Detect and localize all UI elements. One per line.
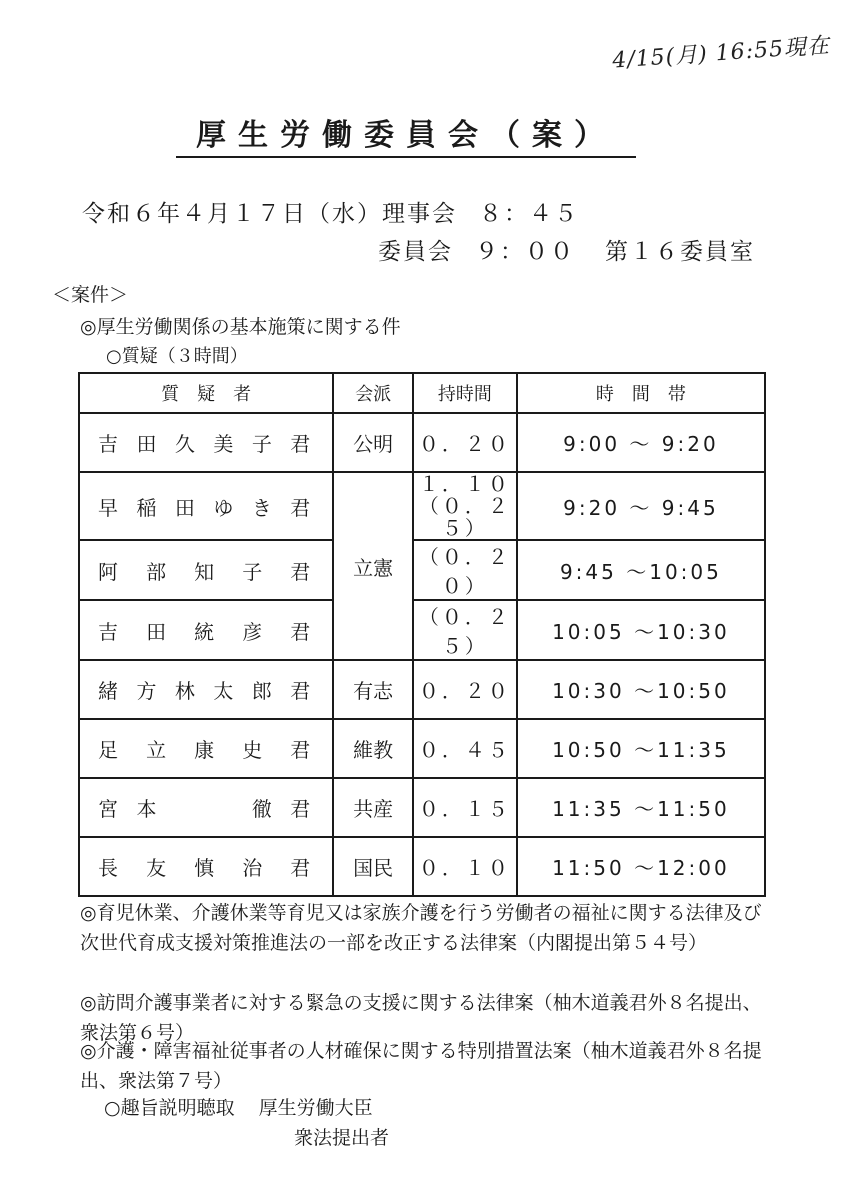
table-header-row [79, 373, 765, 413]
meeting-line-2 [378, 233, 755, 266]
header-questioner: 質 疑 者 [79, 373, 333, 413]
meeting-date: 令和６年４月１７日（水） [82, 201, 382, 227]
bill-item-childcare: ◎育児休業、介護休業等育児又は家族介護を行う労働者の福祉に関する法律及び次世代育成支援対策推進法の一部を改正する法律案（内閣提出第５４号） [80, 902, 762, 954]
questioner-name: 吉田統彦君 [79, 600, 333, 660]
time-band: 11:35 ～11:50 [517, 778, 765, 837]
table-row [79, 660, 765, 719]
cases-label: ＜案件＞ [52, 284, 129, 306]
committee-time: ９：００ [475, 239, 575, 265]
meeting-room: 第１６委員室 [605, 239, 755, 265]
duration-sub: （０．２５） [418, 494, 511, 540]
questioner-name: 早稲田ゆき君 [79, 472, 333, 540]
committee-label: 委員会 [378, 239, 453, 265]
duration: ０．２０ [413, 660, 517, 719]
duration: （０．２０） [413, 540, 517, 600]
presenter-minister: 厚生労働大臣 [258, 1097, 373, 1119]
header-party: 会派 [333, 373, 413, 413]
table-row [79, 719, 765, 778]
party: 有志 [333, 660, 413, 719]
header-duration: 持時間 [413, 373, 517, 413]
time-band: 9:00 ～ 9:20 [517, 413, 765, 472]
questioner-name: 阿部知子君 [79, 540, 333, 600]
presenter-bill-submitters: 衆法提出者 [294, 1127, 390, 1149]
table-row [79, 413, 765, 472]
duration: ０．１５ [413, 778, 517, 837]
duration [413, 472, 517, 540]
header-time-band: 時 間 帯 [517, 373, 765, 413]
explanation-line [104, 1093, 373, 1120]
explanation-label: ○趣旨説明聴取 [104, 1097, 235, 1119]
duration: ０．１０ [413, 837, 517, 896]
time-band: 10:05 ～10:30 [517, 600, 765, 660]
party: 立憲 [333, 472, 413, 660]
table-row [79, 600, 765, 660]
page-title: 厚生労働委員会（案） [176, 110, 636, 158]
table-row [79, 778, 765, 837]
topic-basic-policy: ◎厚生労働関係の基本施策に関する件 [80, 316, 401, 338]
qa-label: ○質疑（３時間） [106, 346, 248, 367]
bill-item-care-workers: ◎介護・障害福祉従事者の人材確保に関する特別措置法案（柚木道義君外８名提出、衆法第７号） [80, 1040, 762, 1092]
bill-item-home-care: ◎訪問介護事業者に対する緊急の支援に関する法律案（柚木道義君外８名提出、衆法第６号） [80, 992, 762, 1044]
party: 公明 [333, 413, 413, 472]
board-label: 理事会 [382, 201, 457, 227]
board-time: ８：４５ [479, 201, 579, 227]
questioner-name: 宮本 徹君 [79, 778, 333, 837]
duration-main: １．１０ [418, 472, 511, 496]
party: 維教 [333, 719, 413, 778]
duration: （０．２５） [413, 600, 517, 660]
time-band: 10:50 ～11:35 [517, 719, 765, 778]
time-band: 10:30 ～10:50 [517, 660, 765, 719]
meeting-line-1 [82, 195, 579, 228]
table-row [79, 540, 765, 600]
questioner-name: 吉田久美子君 [79, 413, 333, 472]
questioner-name: 足立康史君 [79, 719, 333, 778]
party: 共産 [333, 778, 413, 837]
time-band: 11:50 ～12:00 [517, 837, 765, 896]
duration: ０．２０ [413, 413, 517, 472]
duration: ０．４５ [413, 719, 517, 778]
table-row [79, 837, 765, 896]
questioner-name: 長友慎治君 [79, 837, 333, 896]
time-band: 9:45 ～10:05 [517, 540, 765, 600]
party: 国民 [333, 837, 413, 896]
time-band: 9:20 ～ 9:45 [517, 472, 765, 540]
questioner-name: 緒方林太郎君 [79, 660, 333, 719]
handwritten-timestamp: 4/15(月) 16:55現在 [611, 33, 831, 74]
questioner-schedule-table [78, 372, 766, 897]
table-row [79, 472, 765, 540]
